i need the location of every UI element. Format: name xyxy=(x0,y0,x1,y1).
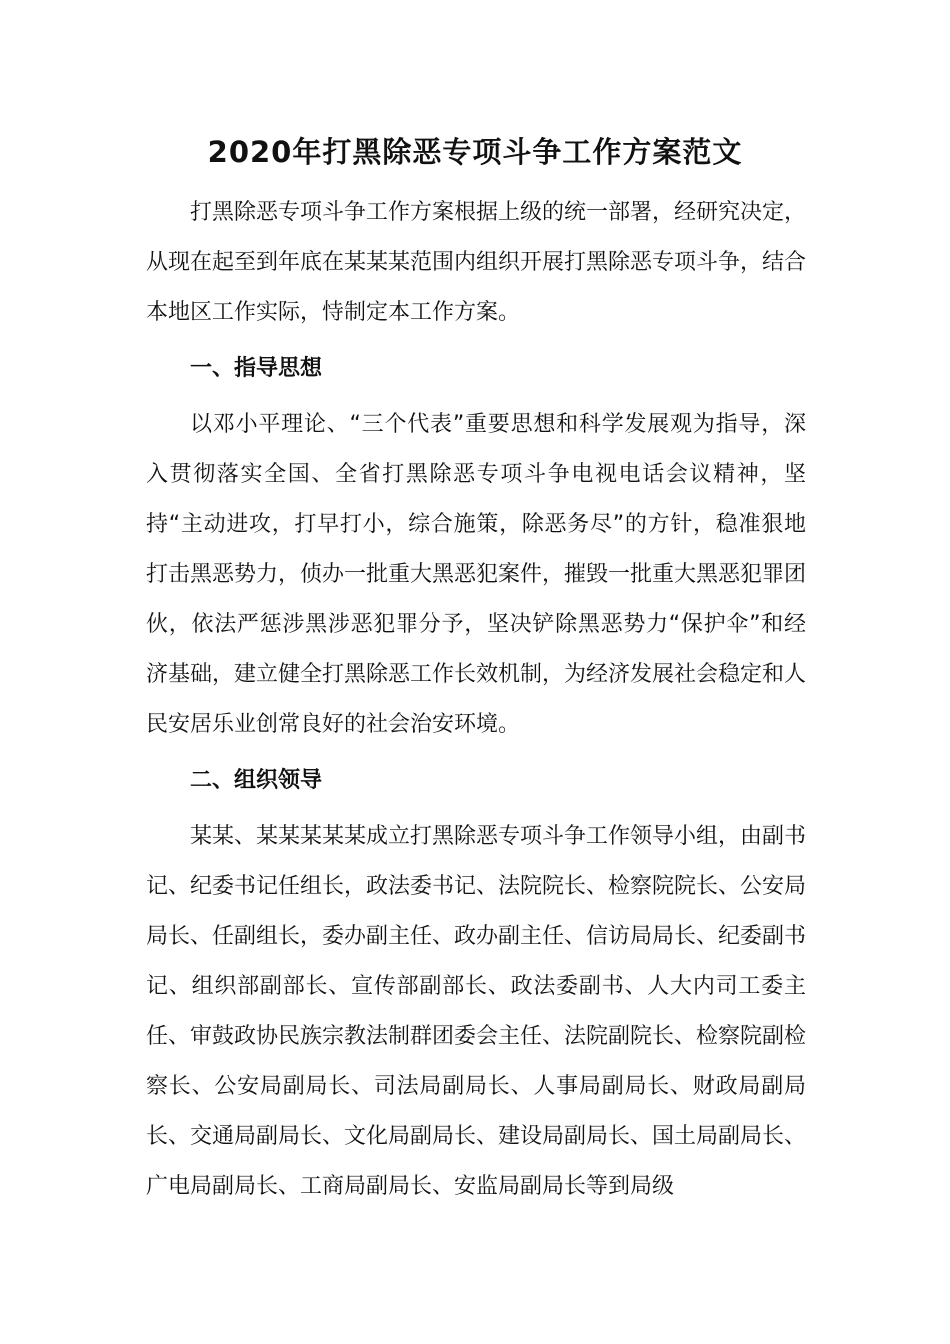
guiding-thought-paragraph: 以邓小平理论、“三个代表”重要思想和科学发展观为指导，深入贯彻落实全国、全省打黑除恶专项斗争电视电话会议精神，坚持“主动进攻，打早打小，综合施策，除恶务尽”的方针，稳准狠地打击黑恶势力，侦办一批重大黑恶犯案件，摧毁一批重大黑恶犯罪团伙，依法严惩涉黑涉恶犯罪分予，坚决铲除黑恶势力“保护伞”和经济基础，建立健全打黑除恶工作长效机制，为经济发展社会稳定和人民安居乐业创常良好的社会治安环境。 xyxy=(146,412,807,737)
intro-paragraph: 打黑除恶专项斗争工作方案根据上级的统一部署，经研究决定，从现在起至到年底在某某某范围内组织开展打黑除恶专项斗争，结合本地区工作实际，恃制定本工作方案。 xyxy=(146,200,807,325)
document-title: 2020年打黑除恶专项斗争工作方案范文 xyxy=(207,135,743,169)
section-heading-guiding-thought: 一、指导思想 xyxy=(190,356,323,381)
organization-paragraph: 某某、某某某某某成立打黑除恶专项斗争工作领导小组，由副书记、纪委书记任组长，政法委书记、法院院长、检察院院长、公安局局长、任副组长，委办副主任、政办副主任、信访局局长、纪委副书记、组织部副部长、宣传部副部长、政法委副书、人大内司工委主任、审鼓政协民族宗教法制群团委会主任、法院副院长、检察院副检察长、公安局副局长、司法局副局长、人事局副局长、财政局副局长、交通局副局长、文化局副局长、建设局副局长、国土局副局长、广电局副局长、工商局副局长、安监局副局长等到局级 xyxy=(146,824,807,1199)
section-heading-organization: 二、组织领导 xyxy=(190,768,323,793)
document-body xyxy=(146,188,806,1212)
